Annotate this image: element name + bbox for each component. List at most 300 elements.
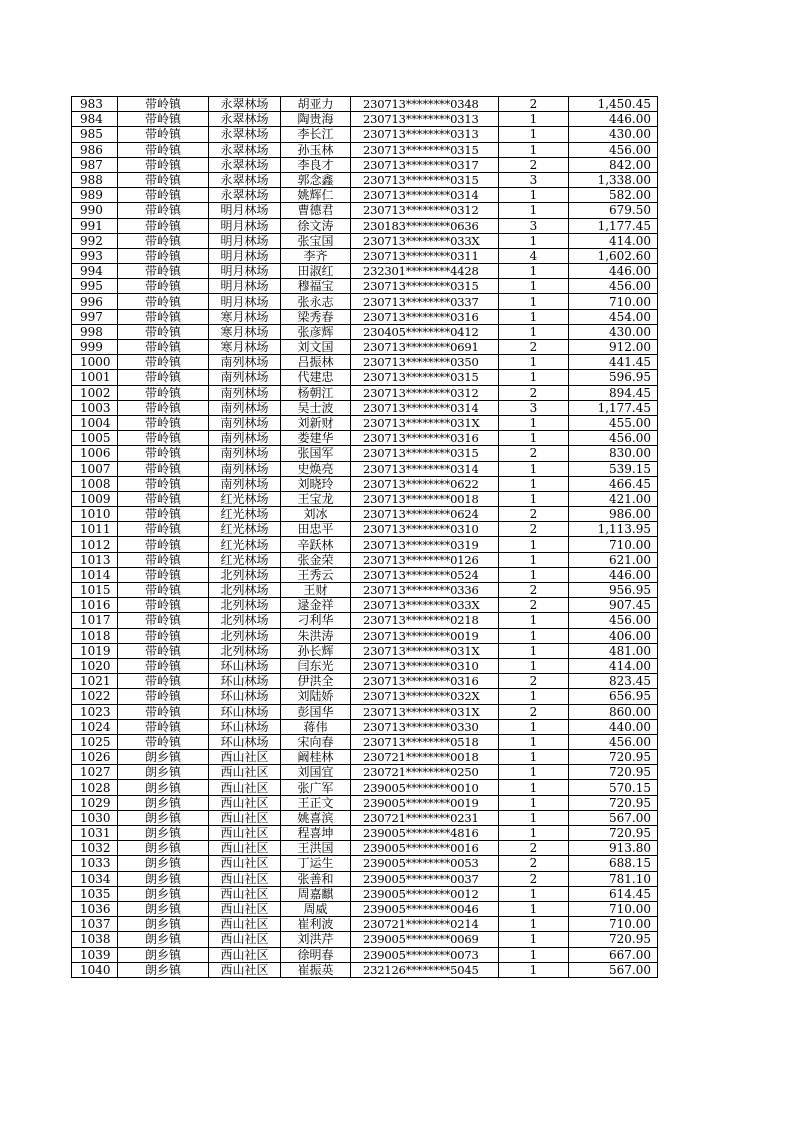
town-cell: 朗乡镇 (118, 947, 209, 962)
unit-cell: 环山林场 (209, 674, 281, 689)
amount-cell: 710.00 (569, 901, 658, 916)
amount-cell: 823.45 (569, 674, 658, 689)
amount-cell: 454.00 (569, 309, 658, 324)
id-number-cell: 230713********0218 (351, 613, 499, 628)
table-row (72, 583, 658, 598)
row-number-cell: 1020 (72, 658, 118, 673)
id-number-cell: 230721********0214 (351, 917, 499, 932)
household-count-cell: 1 (499, 431, 569, 446)
id-number-cell: 230713********0316 (351, 431, 499, 446)
id-number-cell: 230721********0231 (351, 810, 499, 825)
amount-cell: 913.80 (569, 841, 658, 856)
amount-cell: 567.00 (569, 810, 658, 825)
row-number-cell: 1005 (72, 431, 118, 446)
town-cell: 带岭镇 (118, 370, 209, 385)
household-count-cell: 1 (499, 476, 569, 491)
id-number-cell: 230713********0524 (351, 567, 499, 582)
amount-cell: 446.00 (569, 264, 658, 279)
unit-cell: 永翠林场 (209, 127, 281, 142)
unit-cell: 西山社区 (209, 962, 281, 977)
amount-cell: 570.15 (569, 780, 658, 795)
town-cell: 带岭镇 (118, 704, 209, 719)
unit-cell: 环山林场 (209, 704, 281, 719)
person-name-cell: 曹德君 (281, 203, 351, 218)
person-name-cell: 刘晓玲 (281, 476, 351, 491)
household-count-cell: 2 (499, 841, 569, 856)
person-name-cell: 李良才 (281, 157, 351, 172)
household-count-cell: 1 (499, 294, 569, 309)
row-number-cell: 987 (72, 157, 118, 172)
amount-cell: 720.95 (569, 932, 658, 947)
household-count-cell: 2 (499, 583, 569, 598)
person-name-cell: 姚辉仁 (281, 188, 351, 203)
table-row (72, 218, 658, 233)
table-row (72, 491, 658, 506)
household-count-cell: 2 (499, 871, 569, 886)
person-name-cell: 刘国宜 (281, 765, 351, 780)
amount-cell: 907.45 (569, 598, 658, 613)
town-cell: 朗乡镇 (118, 962, 209, 977)
table-row (72, 917, 658, 932)
household-count-cell: 1 (499, 917, 569, 932)
person-name-cell: 刘陆娇 (281, 689, 351, 704)
person-name-cell: 陶贵海 (281, 112, 351, 127)
town-cell: 带岭镇 (118, 461, 209, 476)
household-count-cell: 1 (499, 203, 569, 218)
id-number-cell: 230713********0312 (351, 385, 499, 400)
unit-cell: 寒月林场 (209, 340, 281, 355)
table-row (72, 355, 658, 370)
amount-cell: 1,602.60 (569, 248, 658, 263)
person-name-cell: 王正文 (281, 795, 351, 810)
town-cell: 朗乡镇 (118, 886, 209, 901)
row-number-cell: 1009 (72, 491, 118, 506)
household-count-cell: 2 (499, 157, 569, 172)
row-number-cell: 1027 (72, 765, 118, 780)
table-row (72, 901, 658, 916)
person-name-cell: 张金荣 (281, 552, 351, 567)
person-name-cell: 王财 (281, 583, 351, 598)
table-row (72, 233, 658, 248)
amount-cell: 860.00 (569, 704, 658, 719)
id-number-cell: 239005********0037 (351, 871, 499, 886)
amount-cell: 406.00 (569, 628, 658, 643)
household-count-cell: 1 (499, 112, 569, 127)
table-row (72, 97, 658, 112)
unit-cell: 西山社区 (209, 750, 281, 765)
person-name-cell: 伊洪全 (281, 674, 351, 689)
row-number-cell: 1017 (72, 613, 118, 628)
unit-cell: 南列林场 (209, 431, 281, 446)
person-name-cell: 孙长辉 (281, 643, 351, 658)
table-row (72, 264, 658, 279)
town-cell: 带岭镇 (118, 294, 209, 309)
unit-cell: 西山社区 (209, 871, 281, 886)
row-number-cell: 1033 (72, 856, 118, 871)
id-number-cell: 230713********0622 (351, 476, 499, 491)
id-number-cell: 230713********0315 (351, 172, 499, 187)
person-name-cell: 王洪国 (281, 841, 351, 856)
household-count-cell: 2 (499, 507, 569, 522)
row-number-cell: 1001 (72, 370, 118, 385)
id-number-cell: 230713********0316 (351, 674, 499, 689)
household-count-cell: 1 (499, 415, 569, 430)
unit-cell: 南列林场 (209, 415, 281, 430)
unit-cell: 西山社区 (209, 901, 281, 916)
person-name-cell: 徐明春 (281, 947, 351, 962)
row-number-cell: 1002 (72, 385, 118, 400)
table-row (72, 750, 658, 765)
unit-cell: 环山林场 (209, 689, 281, 704)
table-row (72, 871, 658, 886)
town-cell: 带岭镇 (118, 552, 209, 567)
town-cell: 带岭镇 (118, 172, 209, 187)
id-number-cell: 230713********0018 (351, 491, 499, 506)
unit-cell: 南列林场 (209, 355, 281, 370)
id-number-cell: 239005********0012 (351, 886, 499, 901)
id-number-cell: 230713********0315 (351, 142, 499, 157)
amount-cell: 656.95 (569, 689, 658, 704)
id-number-cell: 230713********032X (351, 689, 499, 704)
town-cell: 带岭镇 (118, 537, 209, 552)
id-number-cell: 230713********0019 (351, 628, 499, 643)
row-number-cell: 996 (72, 294, 118, 309)
table-row (72, 476, 658, 491)
unit-cell: 永翠林场 (209, 142, 281, 157)
town-cell: 朗乡镇 (118, 917, 209, 932)
id-number-cell: 232126********5045 (351, 962, 499, 977)
row-number-cell: 1018 (72, 628, 118, 643)
table-row (72, 613, 658, 628)
unit-cell: 永翠林场 (209, 157, 281, 172)
row-number-cell: 1032 (72, 841, 118, 856)
unit-cell: 北列林场 (209, 643, 281, 658)
household-count-cell: 1 (499, 901, 569, 916)
table-row (72, 658, 658, 673)
person-name-cell: 程喜坤 (281, 826, 351, 841)
id-number-cell: 239005********0016 (351, 841, 499, 856)
unit-cell: 明月林场 (209, 233, 281, 248)
data-table (71, 96, 658, 978)
unit-cell: 西山社区 (209, 886, 281, 901)
id-number-cell: 230713********031X (351, 704, 499, 719)
household-count-cell: 1 (499, 628, 569, 643)
table-row (72, 370, 658, 385)
table-body (72, 97, 658, 978)
row-number-cell: 1030 (72, 810, 118, 825)
row-number-cell: 1025 (72, 734, 118, 749)
row-number-cell: 986 (72, 142, 118, 157)
table-row (72, 415, 658, 430)
household-count-cell: 1 (499, 613, 569, 628)
table-row (72, 886, 658, 901)
person-name-cell: 蒋伟 (281, 719, 351, 734)
town-cell: 带岭镇 (118, 719, 209, 734)
amount-cell: 1,450.45 (569, 97, 658, 112)
table-row (72, 795, 658, 810)
unit-cell: 红光林场 (209, 552, 281, 567)
household-count-cell: 1 (499, 355, 569, 370)
table-row (72, 142, 658, 157)
table-row (72, 157, 658, 172)
unit-cell: 永翠林场 (209, 188, 281, 203)
town-cell: 朗乡镇 (118, 765, 209, 780)
town-cell: 朗乡镇 (118, 856, 209, 871)
unit-cell: 明月林场 (209, 218, 281, 233)
table-row (72, 324, 658, 339)
table-row (72, 810, 658, 825)
town-cell: 带岭镇 (118, 97, 209, 112)
amount-cell: 455.00 (569, 415, 658, 430)
town-cell: 带岭镇 (118, 628, 209, 643)
household-count-cell: 3 (499, 172, 569, 187)
town-cell: 朗乡镇 (118, 871, 209, 886)
town-cell: 朗乡镇 (118, 826, 209, 841)
id-number-cell: 230713********0310 (351, 658, 499, 673)
amount-cell: 596.95 (569, 370, 658, 385)
unit-cell: 北列林场 (209, 613, 281, 628)
table-row (72, 400, 658, 415)
amount-cell: 1,177.45 (569, 218, 658, 233)
town-cell: 带岭镇 (118, 598, 209, 613)
row-number-cell: 1013 (72, 552, 118, 567)
amount-cell: 430.00 (569, 127, 658, 142)
table-row (72, 248, 658, 263)
town-cell: 带岭镇 (118, 689, 209, 704)
person-name-cell: 崔振英 (281, 962, 351, 977)
town-cell: 带岭镇 (118, 385, 209, 400)
id-number-cell: 230713********0310 (351, 522, 499, 537)
amount-cell: 456.00 (569, 142, 658, 157)
person-name-cell: 田忠平 (281, 522, 351, 537)
household-count-cell: 1 (499, 795, 569, 810)
unit-cell: 西山社区 (209, 917, 281, 932)
unit-cell: 北列林场 (209, 598, 281, 613)
row-number-cell: 995 (72, 279, 118, 294)
person-name-cell: 刘冰 (281, 507, 351, 522)
town-cell: 带岭镇 (118, 567, 209, 582)
person-name-cell: 刘文国 (281, 340, 351, 355)
table-row (72, 522, 658, 537)
household-count-cell: 3 (499, 400, 569, 415)
amount-cell: 621.00 (569, 552, 658, 567)
table-row (72, 172, 658, 187)
amount-cell: 481.00 (569, 643, 658, 658)
town-cell: 带岭镇 (118, 218, 209, 233)
id-number-cell: 239005********0053 (351, 856, 499, 871)
table-row (72, 507, 658, 522)
row-number-cell: 1029 (72, 795, 118, 810)
row-number-cell: 1008 (72, 476, 118, 491)
row-number-cell: 1010 (72, 507, 118, 522)
household-count-cell: 1 (499, 188, 569, 203)
row-number-cell: 983 (72, 97, 118, 112)
row-number-cell: 1003 (72, 400, 118, 415)
id-number-cell: 239005********0019 (351, 795, 499, 810)
unit-cell: 明月林场 (209, 203, 281, 218)
unit-cell: 寒月林场 (209, 324, 281, 339)
id-number-cell: 230721********0250 (351, 765, 499, 780)
row-number-cell: 1014 (72, 567, 118, 582)
amount-cell: 710.00 (569, 537, 658, 552)
unit-cell: 南列林场 (209, 461, 281, 476)
amount-cell: 894.45 (569, 385, 658, 400)
person-name-cell: 梁秀春 (281, 309, 351, 324)
table-row (72, 309, 658, 324)
amount-cell: 539.15 (569, 461, 658, 476)
row-number-cell: 1021 (72, 674, 118, 689)
unit-cell: 西山社区 (209, 947, 281, 962)
id-number-cell: 230713********0126 (351, 552, 499, 567)
town-cell: 带岭镇 (118, 355, 209, 370)
table-row (72, 567, 658, 582)
row-number-cell: 992 (72, 233, 118, 248)
person-name-cell: 张广军 (281, 780, 351, 795)
row-number-cell: 998 (72, 324, 118, 339)
person-name-cell: 田淑红 (281, 264, 351, 279)
amount-cell: 667.00 (569, 947, 658, 962)
table-row (72, 947, 658, 962)
person-name-cell: 朱洪涛 (281, 628, 351, 643)
amount-cell: 710.00 (569, 294, 658, 309)
table-row (72, 962, 658, 977)
row-number-cell: 993 (72, 248, 118, 263)
person-name-cell: 娄建华 (281, 431, 351, 446)
row-number-cell: 1007 (72, 461, 118, 476)
household-count-cell: 1 (499, 810, 569, 825)
amount-cell: 720.95 (569, 795, 658, 810)
amount-cell: 466.45 (569, 476, 658, 491)
household-count-cell: 1 (499, 719, 569, 734)
id-number-cell: 230713********0317 (351, 157, 499, 172)
person-name-cell: 崔利波 (281, 917, 351, 932)
household-count-cell: 1 (499, 324, 569, 339)
row-number-cell: 1016 (72, 598, 118, 613)
person-name-cell: 彭国华 (281, 704, 351, 719)
table-row (72, 385, 658, 400)
town-cell: 带岭镇 (118, 127, 209, 142)
row-number-cell: 988 (72, 172, 118, 187)
household-count-cell: 1 (499, 886, 569, 901)
town-cell: 带岭镇 (118, 142, 209, 157)
unit-cell: 南列林场 (209, 400, 281, 415)
town-cell: 朗乡镇 (118, 780, 209, 795)
amount-cell: 446.00 (569, 567, 658, 582)
unit-cell: 西山社区 (209, 841, 281, 856)
id-number-cell: 230713********0312 (351, 203, 499, 218)
household-count-cell: 2 (499, 97, 569, 112)
amount-cell: 456.00 (569, 431, 658, 446)
id-number-cell: 230713********0330 (351, 719, 499, 734)
household-count-cell: 1 (499, 826, 569, 841)
id-number-cell: 239005********0046 (351, 901, 499, 916)
person-name-cell: 周嘉麒 (281, 886, 351, 901)
person-name-cell: 吕振林 (281, 355, 351, 370)
table-row (72, 279, 658, 294)
household-count-cell: 1 (499, 127, 569, 142)
row-number-cell: 1015 (72, 583, 118, 598)
row-number-cell: 1023 (72, 704, 118, 719)
person-name-cell: 王秀云 (281, 567, 351, 582)
household-count-cell: 1 (499, 765, 569, 780)
amount-cell: 1,113.95 (569, 522, 658, 537)
unit-cell: 环山林场 (209, 734, 281, 749)
household-count-cell: 1 (499, 750, 569, 765)
row-number-cell: 990 (72, 203, 118, 218)
amount-cell: 720.95 (569, 765, 658, 780)
town-cell: 朗乡镇 (118, 932, 209, 947)
id-number-cell: 232301********4428 (351, 264, 499, 279)
unit-cell: 永翠林场 (209, 97, 281, 112)
town-cell: 朗乡镇 (118, 901, 209, 916)
household-count-cell: 3 (499, 218, 569, 233)
person-name-cell: 张宝国 (281, 233, 351, 248)
row-number-cell: 999 (72, 340, 118, 355)
person-name-cell: 李长江 (281, 127, 351, 142)
id-number-cell: 230713********033X (351, 233, 499, 248)
table-row (72, 841, 658, 856)
id-number-cell: 230713********0624 (351, 507, 499, 522)
id-number-cell: 230713********0350 (351, 355, 499, 370)
row-number-cell: 1036 (72, 901, 118, 916)
table-row (72, 127, 658, 142)
table-row (72, 734, 658, 749)
household-count-cell: 2 (499, 522, 569, 537)
table-row (72, 674, 658, 689)
household-count-cell: 1 (499, 947, 569, 962)
row-number-cell: 1012 (72, 537, 118, 552)
household-count-cell: 1 (499, 552, 569, 567)
row-number-cell: 1034 (72, 871, 118, 886)
household-count-cell: 1 (499, 233, 569, 248)
unit-cell: 北列林场 (209, 567, 281, 582)
household-count-cell: 1 (499, 279, 569, 294)
person-name-cell: 代建忠 (281, 370, 351, 385)
town-cell: 带岭镇 (118, 431, 209, 446)
id-number-cell: 230713********0311 (351, 248, 499, 263)
id-number-cell: 230713********033X (351, 598, 499, 613)
household-count-cell: 1 (499, 689, 569, 704)
town-cell: 朗乡镇 (118, 841, 209, 856)
row-number-cell: 985 (72, 127, 118, 142)
table-row (72, 598, 658, 613)
unit-cell: 西山社区 (209, 932, 281, 947)
id-number-cell: 230713********031X (351, 415, 499, 430)
person-name-cell: 闫东光 (281, 658, 351, 673)
amount-cell: 912.00 (569, 340, 658, 355)
id-number-cell: 230713********0314 (351, 400, 499, 415)
unit-cell: 西山社区 (209, 765, 281, 780)
town-cell: 带岭镇 (118, 658, 209, 673)
id-number-cell: 230713********0518 (351, 734, 499, 749)
row-number-cell: 994 (72, 264, 118, 279)
amount-cell: 614.45 (569, 886, 658, 901)
town-cell: 带岭镇 (118, 203, 209, 218)
id-number-cell: 230721********0018 (351, 750, 499, 765)
table-row (72, 932, 658, 947)
table-row (72, 188, 658, 203)
row-number-cell: 989 (72, 188, 118, 203)
household-count-cell: 4 (499, 248, 569, 263)
id-number-cell: 239005********0073 (351, 947, 499, 962)
amount-cell: 720.95 (569, 750, 658, 765)
person-name-cell: 徐文涛 (281, 218, 351, 233)
table-row (72, 689, 658, 704)
unit-cell: 明月林场 (209, 264, 281, 279)
household-count-cell: 1 (499, 309, 569, 324)
id-number-cell: 239005********4816 (351, 826, 499, 841)
person-name-cell: 张国军 (281, 446, 351, 461)
